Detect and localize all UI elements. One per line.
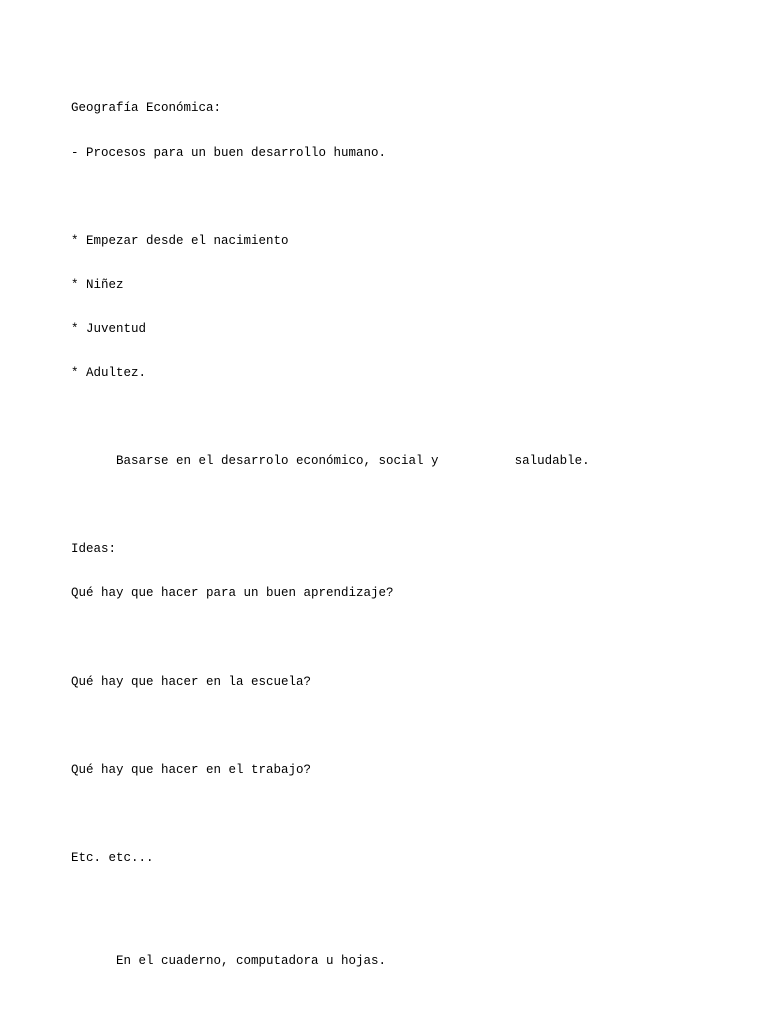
basis-line (71, 454, 590, 469)
blank-lines (71, 895, 590, 924)
blank-line (71, 190, 590, 205)
basis-text-part1: Basarse en el desarrolo económico, social y (116, 454, 439, 469)
ideas-heading: Ideas: (71, 542, 117, 557)
stage-item: * Empezar desde el nacimiento (71, 233, 289, 248)
blank-line (71, 498, 590, 513)
document-subtitle: - Procesos para un buen desarrollo humano. (71, 145, 387, 160)
blank-line (71, 631, 590, 646)
stage-item: * Juventud (71, 321, 147, 336)
basis-text-part2: saludable. (514, 454, 590, 469)
document-text (71, 72, 590, 998)
blank-line (71, 719, 590, 734)
blank-line (71, 807, 590, 822)
question-item: Qué hay que hacer en el trabajo? (71, 762, 312, 777)
question-item: Qué hay que hacer para un buen aprendizaje? (71, 586, 394, 601)
document-title: Geografía Económica: (71, 101, 222, 116)
stage-item: * Niñez (71, 277, 124, 292)
closing-line: En el cuaderno, computadora u hojas. (116, 953, 387, 968)
blank-line (71, 410, 590, 425)
stage-item: * Adultez. (71, 365, 147, 380)
question-item: Qué hay que hacer en la escuela? (71, 674, 312, 689)
etc-line: Etc. etc... (71, 851, 154, 865)
